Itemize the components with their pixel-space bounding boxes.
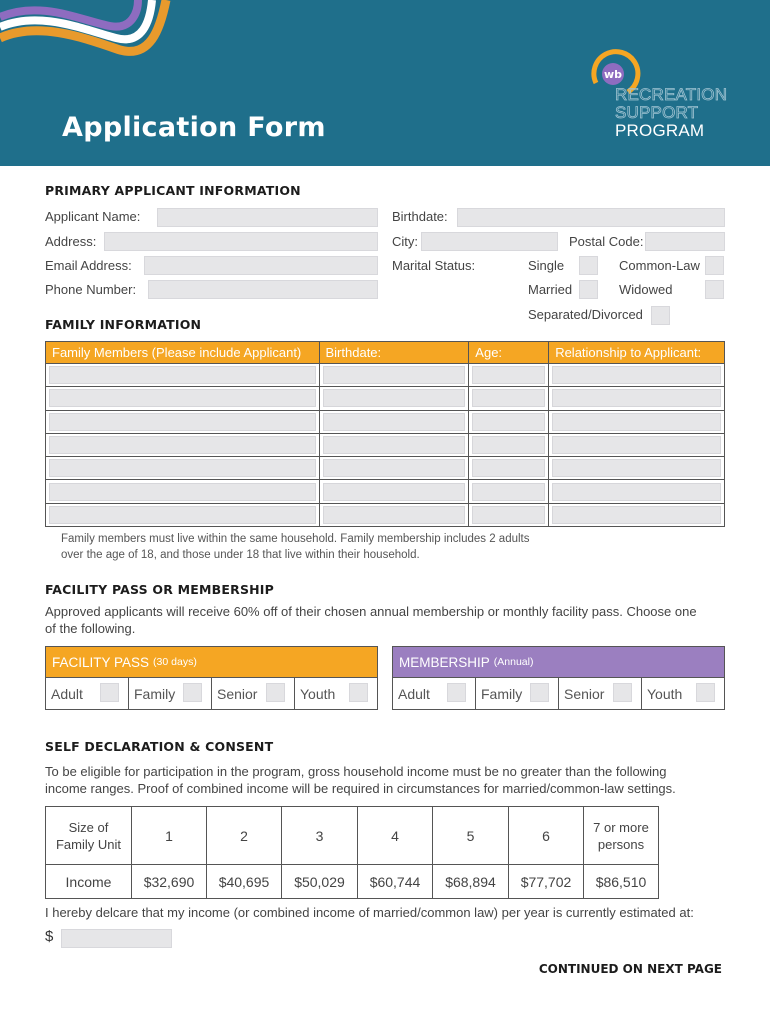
membership-header: [393, 647, 724, 678]
marital-status-label: Marital Status:: [392, 258, 476, 273]
consent-paragraph: [45, 763, 676, 797]
membership-family-checkbox[interactable]: [530, 683, 549, 702]
continued-note: CONTINUED ON NEXT PAGE: [538, 962, 722, 976]
table-row: [46, 364, 725, 387]
program-logo: [586, 48, 736, 148]
membership-youth-label: Youth: [647, 685, 683, 702]
family-relationship-input[interactable]: [552, 506, 721, 524]
family-age-input[interactable]: [472, 413, 545, 431]
facility-paragraph: [45, 603, 697, 637]
membership-option-youth: [642, 678, 724, 709]
membership-youth-checkbox[interactable]: [696, 683, 715, 702]
address-field[interactable]: [104, 232, 378, 251]
consent-heading: SELF DECLARATION & CONSENT: [45, 739, 274, 754]
size-7-line1: 7 or more: [593, 819, 649, 835]
birthdate-field[interactable]: [457, 208, 725, 227]
family-table: [45, 341, 725, 527]
pass-family-label: Family: [134, 685, 176, 702]
marital-single-checkbox[interactable]: [579, 256, 598, 275]
pass-adult-label: Adult: [51, 685, 83, 702]
membership-option-family: [476, 678, 559, 709]
family-birthdate-input[interactable]: [323, 436, 466, 454]
currency-symbol: $: [45, 928, 54, 945]
table-row: [46, 503, 725, 526]
size-cell-5: 5: [433, 807, 509, 865]
family-note-line1: Family members must live within the same household. Family membership includes 2 adults: [61, 533, 530, 545]
income-label-cell: Income: [46, 865, 132, 899]
marital-widowed-label: Widowed: [619, 282, 673, 297]
family-member-input[interactable]: [49, 436, 316, 454]
family-relationship-input[interactable]: [552, 459, 721, 477]
family-col-birthdate: Birthdate:: [319, 342, 469, 364]
consent-paragraph-line2: income ranges. Proof of combined income will be required in circumstances for married/common-law settings.: [45, 781, 676, 796]
size-cell-2: 2: [207, 807, 282, 865]
size-cell-3: 3: [282, 807, 358, 865]
email-field[interactable]: [144, 256, 378, 275]
decorative-waves: [0, 0, 200, 90]
marital-separated-checkbox[interactable]: [651, 306, 670, 325]
pass-option-senior: [212, 678, 295, 709]
income-cell-6: $77,702: [509, 865, 584, 899]
family-relationship-input[interactable]: [552, 366, 721, 384]
facility-heading: FACILITY PASS OR MEMBERSHIP: [45, 582, 275, 597]
membership-title: MEMBERSHIP: [399, 654, 490, 670]
family-heading: FAMILY INFORMATION: [45, 317, 202, 332]
family-member-input[interactable]: [49, 413, 316, 431]
facility-paragraph-line2: of the following.: [45, 621, 136, 636]
table-row: [46, 457, 725, 480]
postal-code-field[interactable]: [645, 232, 725, 251]
city-field[interactable]: [421, 232, 558, 251]
family-relationship-input[interactable]: [552, 483, 721, 501]
marital-single-label: Single: [528, 258, 565, 273]
family-member-input[interactable]: [49, 483, 316, 501]
membership-box: [392, 646, 725, 710]
header-banner: [0, 0, 770, 166]
marital-separated-label: Separated/Divorced: [528, 307, 643, 322]
family-birthdate-input[interactable]: [323, 459, 466, 477]
birthdate-label: Birthdate:: [392, 209, 448, 224]
phone-field[interactable]: [148, 280, 378, 299]
pass-senior-checkbox[interactable]: [266, 683, 285, 702]
family-birthdate-input[interactable]: [323, 366, 466, 384]
consent-paragraph-line1: To be eligible for participation in the program, gross household income must be no greater than the following: [45, 764, 667, 779]
family-birthdate-input[interactable]: [323, 389, 466, 407]
membership-option-adult: [393, 678, 476, 709]
estimated-income-field[interactable]: [61, 929, 172, 948]
size-cell-1: 1: [132, 807, 207, 865]
pass-senior-label: Senior: [217, 685, 258, 702]
family-member-input[interactable]: [49, 506, 316, 524]
facility-pass-box: [45, 646, 378, 710]
marital-common-law-checkbox[interactable]: [705, 256, 724, 275]
family-birthdate-input[interactable]: [323, 413, 466, 431]
table-row: [46, 480, 725, 503]
size-cell-7: [584, 807, 659, 865]
pass-adult-checkbox[interactable]: [100, 683, 119, 702]
declaration-text: I hereby delcare that my income (or combined income of married/common law) per year is currently estimated at:: [45, 905, 694, 920]
applicant-name-field[interactable]: [157, 208, 378, 227]
membership-period: (Annual): [493, 656, 534, 668]
membership-senior-label: Senior: [564, 685, 605, 702]
family-relationship-input[interactable]: [552, 413, 721, 431]
family-relationship-input[interactable]: [552, 436, 721, 454]
family-member-input[interactable]: [49, 389, 316, 407]
income-table: [45, 806, 659, 899]
table-row: [46, 410, 725, 433]
applicant-name-label: Applicant Name:: [45, 209, 141, 224]
marital-married-checkbox[interactable]: [579, 280, 598, 299]
size-cell-6: 6: [509, 807, 584, 865]
size-label-line1: Size of: [68, 819, 109, 835]
phone-label: Phone Number:: [45, 282, 137, 297]
family-age-input[interactable]: [472, 506, 545, 524]
marital-common-law-label: Common-Law: [619, 258, 700, 273]
size-cell-4: 4: [358, 807, 433, 865]
marital-married-label: Married: [528, 282, 573, 297]
family-age-input[interactable]: [472, 389, 545, 407]
family-note: [61, 531, 530, 563]
postal-code-label: Postal Code:: [569, 234, 644, 249]
family-age-input[interactable]: [472, 459, 545, 477]
family-member-input[interactable]: [49, 366, 316, 384]
family-birthdate-input[interactable]: [323, 506, 466, 524]
membership-adult-checkbox[interactable]: [447, 683, 466, 702]
income-cell-7: $86,510: [584, 865, 659, 899]
income-cell-1: $32,690: [132, 865, 207, 899]
pass-youth-checkbox[interactable]: [349, 683, 368, 702]
facility-pass-period: (30 days): [153, 656, 197, 668]
logo-text-support: SUPPORT: [615, 103, 699, 122]
membership-adult-label: Adult: [398, 685, 430, 702]
pass-option-youth: [295, 678, 377, 709]
family-col-relationship: Relationship to Applicant:: [549, 342, 725, 364]
size-7-line2: persons: [597, 836, 645, 852]
family-age-input[interactable]: [472, 483, 545, 501]
size-label-cell: [46, 807, 132, 865]
primary-heading: PRIMARY APPLICANT INFORMATION: [45, 183, 301, 198]
membership-senior-checkbox[interactable]: [613, 683, 632, 702]
table-row: [46, 387, 725, 410]
family-col-age: Age:: [469, 342, 549, 364]
family-age-input[interactable]: [472, 436, 545, 454]
pass-youth-label: Youth: [300, 685, 336, 702]
membership-family-label: Family: [481, 685, 523, 702]
pass-family-checkbox[interactable]: [183, 683, 202, 702]
size-label-line2: Family Unit: [55, 836, 121, 852]
address-label: Address:: [45, 234, 97, 249]
income-cell-4: $60,744: [358, 865, 433, 899]
page-title: Application Form: [62, 112, 326, 143]
logo-mark-text: wb: [603, 68, 623, 81]
table-row: [46, 807, 659, 865]
family-col-members: Family Members (Please include Applicant): [46, 342, 320, 364]
pass-option-adult: [46, 678, 129, 709]
family-note-line2: over the age of 18, and those under 18 that live within their household.: [61, 549, 420, 561]
facility-paragraph-line1: Approved applicants will receive 60% off of their chosen annual membership or monthly facility pass. Choose one: [45, 604, 697, 619]
marital-widowed-checkbox[interactable]: [705, 280, 724, 299]
family-member-input[interactable]: [49, 459, 316, 477]
email-label: Email Address:: [45, 258, 132, 273]
facility-pass-header: [46, 647, 377, 678]
family-relationship-input[interactable]: [552, 389, 721, 407]
logo-text-program: PROGRAM: [615, 121, 705, 140]
membership-option-senior: [559, 678, 642, 709]
facility-pass-title: FACILITY PASS: [52, 654, 150, 670]
table-row: [46, 865, 659, 899]
income-cell-3: $50,029: [282, 865, 358, 899]
income-cell-2: $40,695: [207, 865, 282, 899]
income-cell-5: $68,894: [433, 865, 509, 899]
table-row: [46, 433, 725, 456]
family-age-input[interactable]: [472, 366, 545, 384]
city-label: City:: [392, 234, 418, 249]
pass-option-family: [129, 678, 212, 709]
family-birthdate-input[interactable]: [323, 483, 466, 501]
logo-text-recreation: RECREATION: [615, 85, 728, 104]
